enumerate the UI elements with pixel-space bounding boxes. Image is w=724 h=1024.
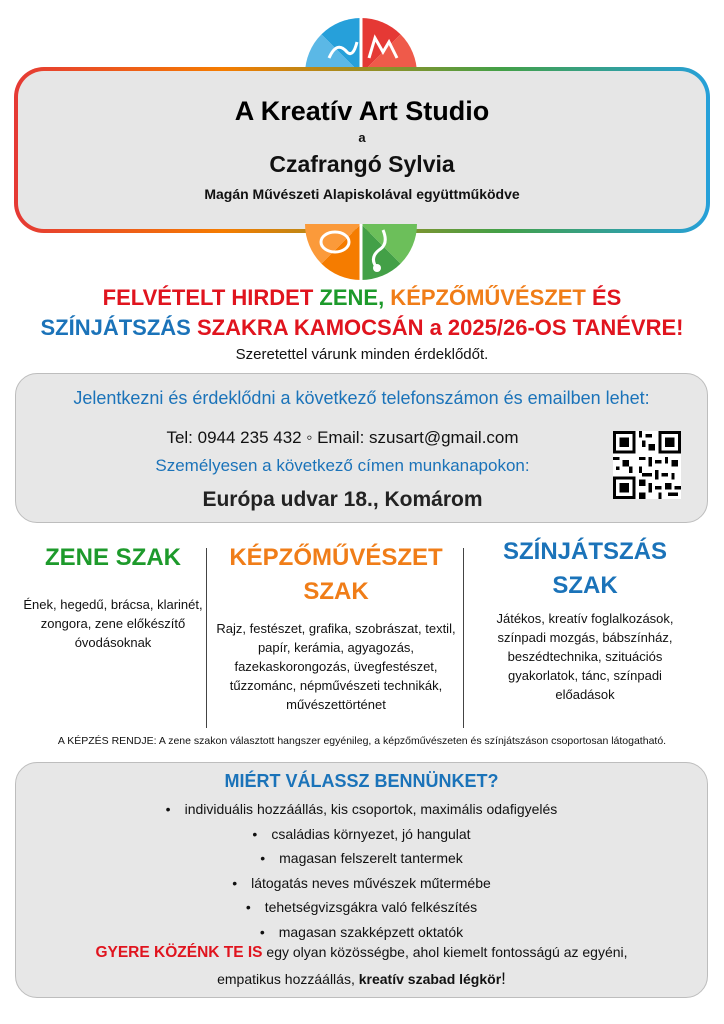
why-box (15, 762, 708, 998)
list-item: • látogatás neves művészek műtermébe (16, 871, 707, 896)
course-music-description: Ének, hegedű, brácsa, klarinét, zongora, zene előkészítő óvodásoknak (23, 597, 203, 650)
announce-part-3: KÉPZŐMŰVÉSZET (384, 285, 586, 310)
course-drama (466, 535, 704, 704)
why-list (16, 797, 707, 944)
announce-part-1: FELVÉTELT HIRDET (102, 285, 314, 310)
footer-bold: kreatív szabad légkör (358, 971, 502, 987)
list-item: • magasan szakképzett oktatók (16, 920, 707, 945)
studio-title: A Kreatív Art Studio (234, 96, 490, 126)
list-item: • családias környezet, jó hangulat (16, 822, 707, 847)
announce-part-2: ZENE, (313, 285, 385, 310)
course-fine-arts-title: KÉPZŐMŰVÉSZET SZAK (229, 544, 443, 605)
announce-part-5: SZÍNJÁTSZÁS (40, 315, 191, 340)
column-divider (206, 548, 207, 728)
announce-part-6: SZAKRA KAMOCSÁN a 2025/26-OS TANÉVRE! (190, 315, 684, 340)
announcement-line-1 (0, 282, 724, 314)
list-item: • tehetségvizsgákra való felkészítés (16, 895, 707, 920)
course-music-title: ZENE SZAK (44, 544, 181, 571)
contact-phone-email: Tel: 0944 235 432 ◦ Email: szusart@gmail.com (166, 428, 519, 447)
header-frame (14, 67, 710, 233)
footer-line2: empatikus hozzáállás, (217, 971, 359, 987)
course-fine-arts-description: Rajz, festészet, grafika, szobrászat, textil, papír, kerámia, agyagozás, fazekaskorongozás, üvegfestészet, tűzzománc, népművészeti technikák, művészettörténet (216, 621, 456, 712)
course-drama-title: SZÍNJÁTSZÁS SZAK (502, 538, 667, 599)
art-logo-bottom-icon (305, 224, 417, 280)
contact-address: Európa udvar 18., Komárom (202, 488, 483, 511)
footer-text: egy olyan közösségbe, ahol kiemelt fontosságú az egyéni, (262, 944, 628, 960)
footer-end: ! (501, 969, 506, 988)
column-divider (463, 548, 464, 728)
contact-box (15, 373, 708, 523)
announce-part-4: ÉS (585, 285, 622, 310)
course-drama-description: Játékos, kreatív foglalkozások, színpadi mozgás, bábszínház, beszédtechnika, szituációs gyakorlatok, tánc, színpadi előadások (496, 611, 674, 702)
header-subtitle: Magán Művészeti Alapiskolával együttműködve (204, 186, 520, 202)
partner-name: Czafrangó Sylvia (269, 151, 455, 177)
welcome-text: Szeretettel várunk minden érdeklődőt. (235, 346, 489, 363)
list-item: • individuális hozzáállás, kis csoportok, maximális odafigyelés (16, 797, 707, 822)
contact-in-person: Személyesen a következő címen munkanapokon: (155, 456, 530, 475)
contact-intro: Jelentkezni és érdeklődni a következő telefonszámon és emailben lehet: (73, 388, 650, 408)
title-connector: a (358, 130, 366, 145)
art-logo-top-icon (305, 18, 417, 74)
why-footer (16, 939, 707, 992)
training-order: A KÉPZÉS RENDJE: A zene szakon választott hangszer egyénileg, a képzőművészeten és színjátszáson csoportosan látogatható. (57, 735, 667, 747)
announcement-line-2 (0, 312, 724, 344)
footer-highlight: GYERE KÖZÉNK TE IS (95, 944, 263, 961)
header-panel (18, 71, 706, 229)
course-music (20, 541, 206, 652)
list-item: • magasan felszerelt tantermek (16, 846, 707, 871)
why-title: MIÉRT VÁLASSZ BENNÜNKET? (224, 771, 499, 791)
qr-code-icon[interactable] (613, 431, 681, 499)
course-fine-arts (210, 541, 462, 714)
